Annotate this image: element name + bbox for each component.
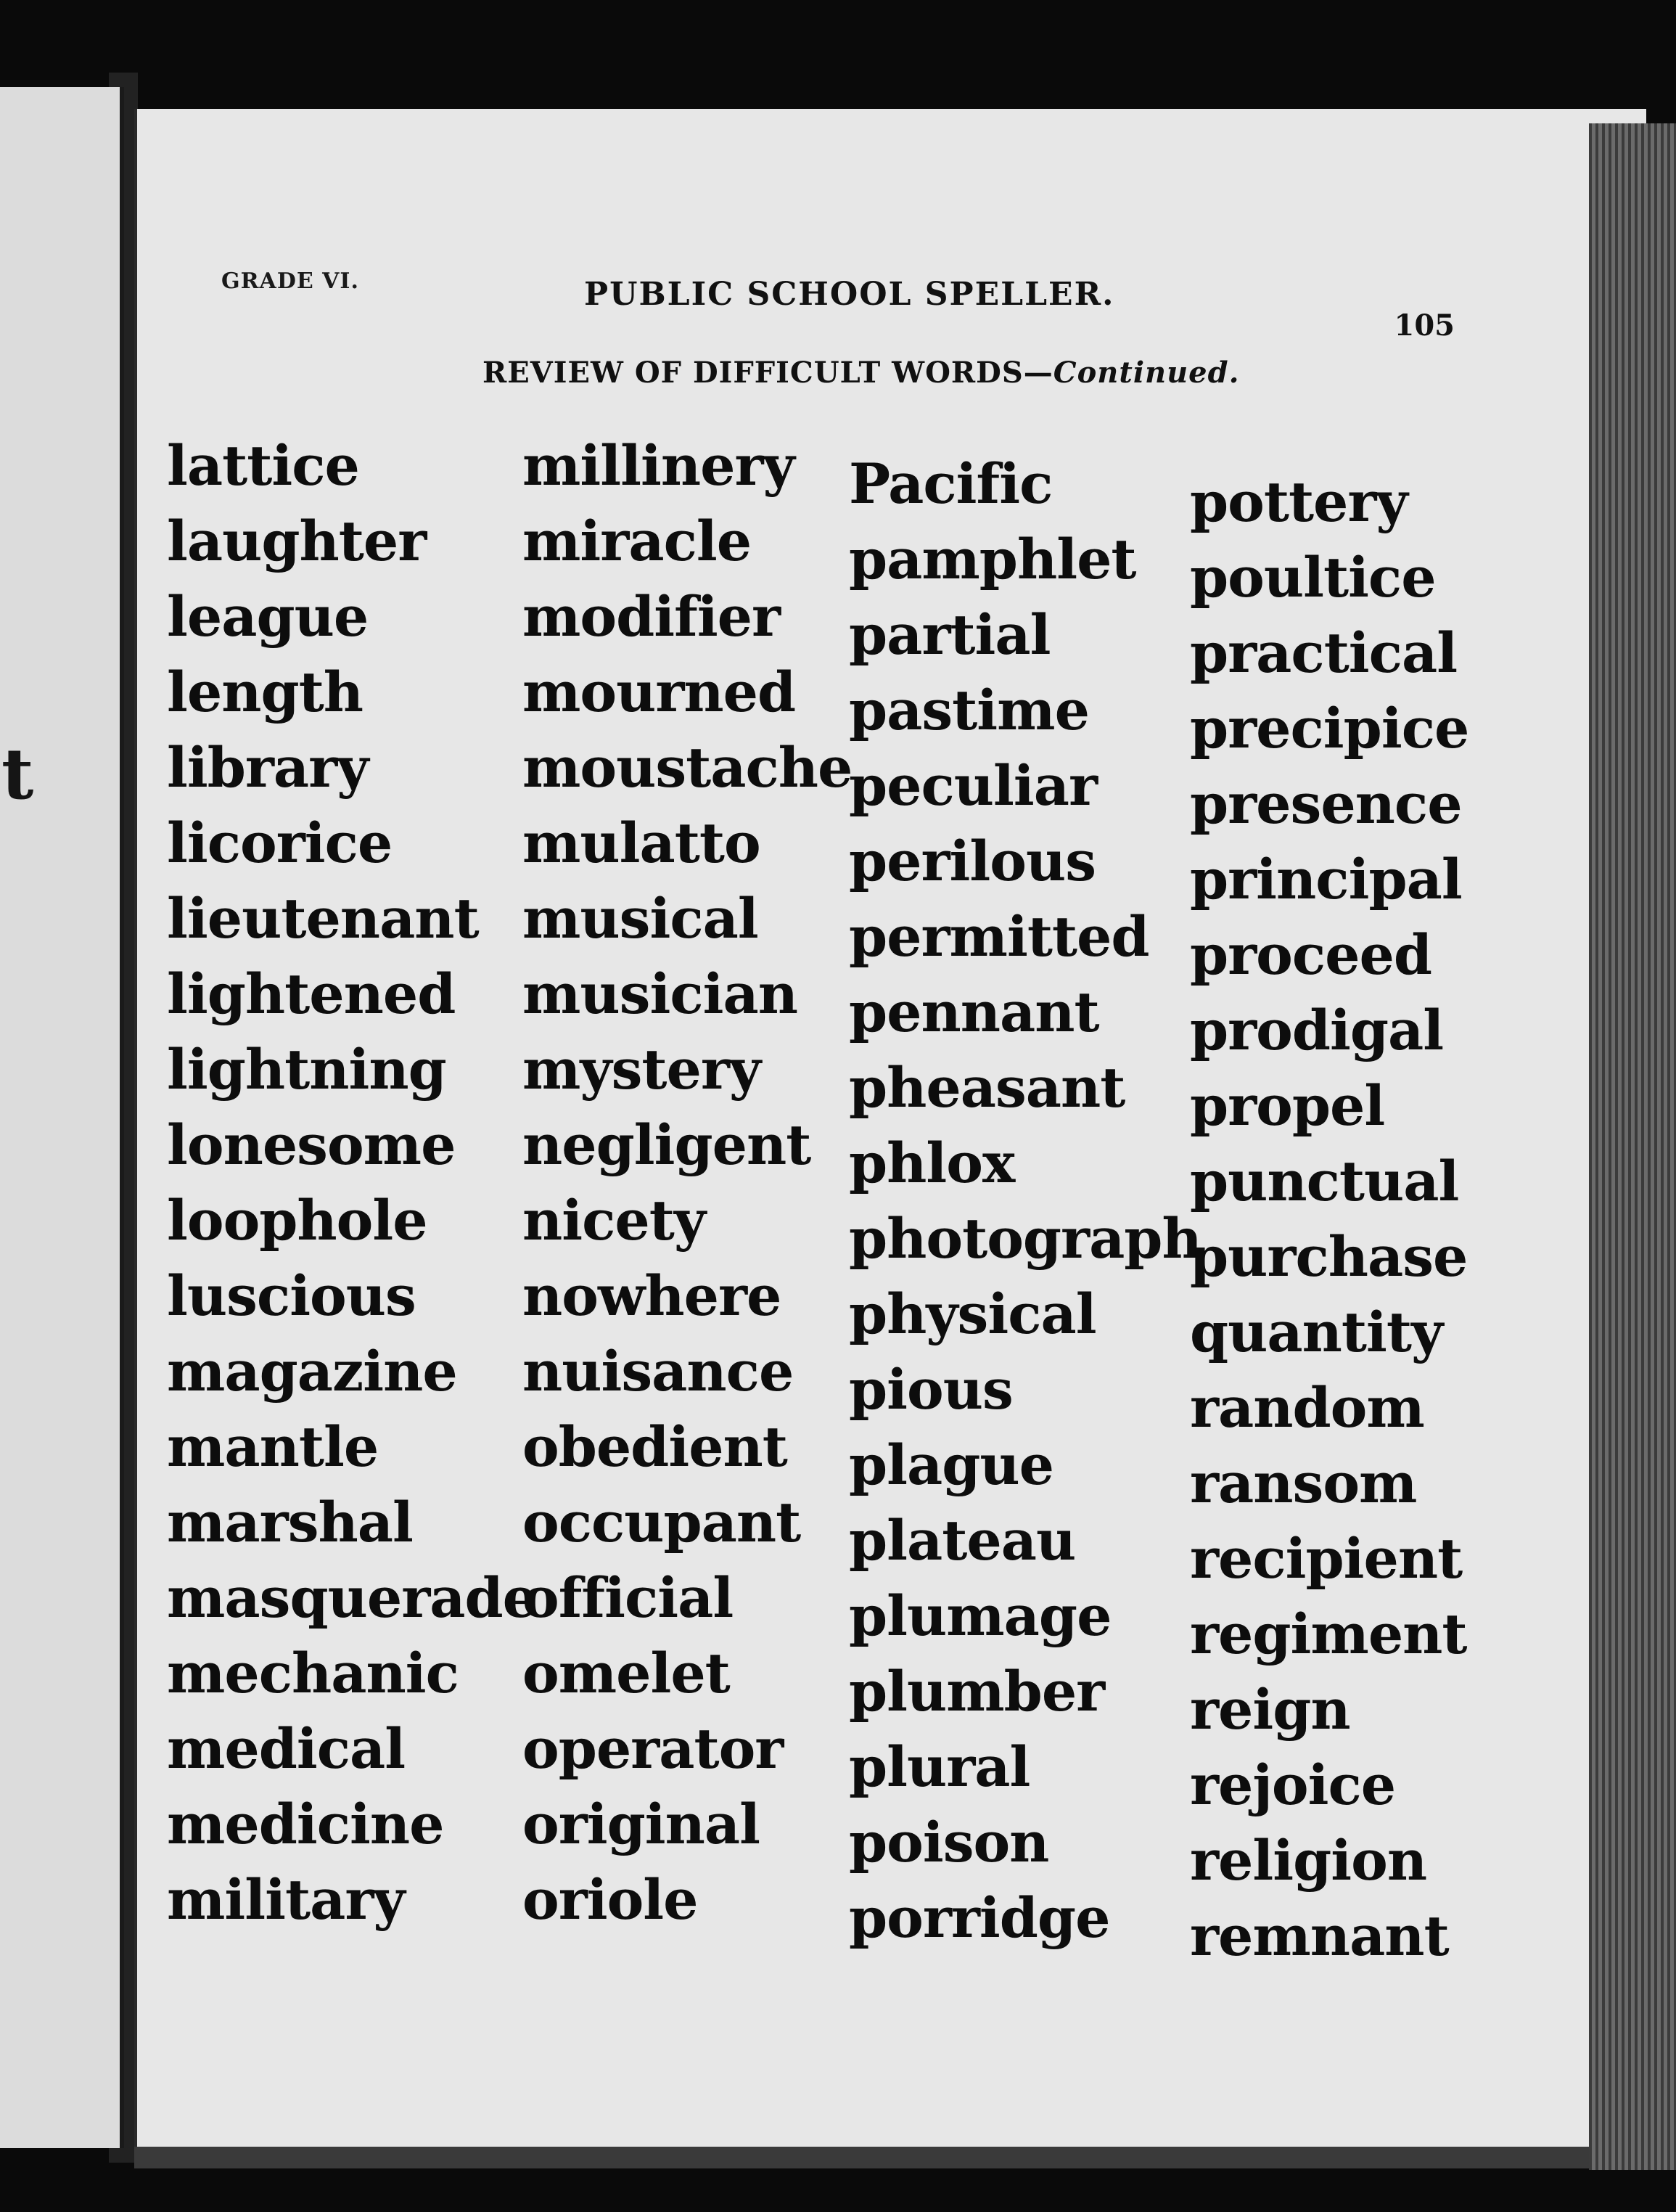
word: purchase <box>1190 1224 1468 1289</box>
word: plural <box>849 1734 1030 1799</box>
word: millinery <box>522 433 794 498</box>
word: photograph <box>849 1206 1201 1271</box>
word: library <box>167 735 369 800</box>
word: mulatto <box>522 811 760 875</box>
word-column-3 <box>849 446 1201 1956</box>
page-number: 105 <box>1394 308 1455 343</box>
word: pastime <box>849 678 1089 742</box>
word: pennant <box>849 980 1099 1044</box>
word: plateau <box>849 1508 1076 1573</box>
word: masquerade <box>167 1565 537 1630</box>
page-bottom-edge <box>134 2147 1589 2168</box>
word: precipice <box>1190 696 1469 761</box>
word: operator <box>522 1716 784 1781</box>
word: musical <box>522 886 758 951</box>
section-title <box>482 356 1240 390</box>
word-column-4 <box>1190 464 1468 1974</box>
word: poultice <box>1190 545 1436 610</box>
section-title-text: REVIEW OF DIFFICULT WORDS— <box>482 356 1053 390</box>
word: ransom <box>1190 1451 1417 1515</box>
word: rejoice <box>1190 1753 1396 1817</box>
word: plumber <box>849 1659 1105 1724</box>
word: pamphlet <box>849 527 1136 591</box>
word: official <box>522 1565 734 1630</box>
section-title-continued: Continued. <box>1053 356 1240 390</box>
word: poison <box>849 1810 1049 1875</box>
word: musician <box>522 962 797 1026</box>
word: partial <box>849 602 1051 667</box>
word-column-2 <box>522 428 852 1938</box>
word: plague <box>849 1433 1054 1497</box>
word: obedient <box>522 1414 787 1479</box>
word: lightened <box>167 962 456 1026</box>
word: loophole <box>167 1188 427 1253</box>
word: nuisance <box>522 1339 794 1404</box>
word: military <box>167 1867 405 1932</box>
word: reign <box>1190 1677 1350 1742</box>
word: regiment <box>1190 1602 1467 1666</box>
word: random <box>1190 1375 1424 1440</box>
word: proceed <box>1190 922 1431 987</box>
word: Pacific <box>849 451 1053 516</box>
word: laughter <box>167 509 427 573</box>
left-page <box>0 87 124 2148</box>
page-edges <box>1589 123 1676 2170</box>
word: nowhere <box>522 1263 781 1328</box>
word: pheasant <box>849 1055 1125 1120</box>
word: peculiar <box>849 753 1098 818</box>
word: league <box>167 584 369 649</box>
word: lieutenant <box>167 886 479 951</box>
word: length <box>167 660 363 724</box>
word: mantle <box>167 1414 379 1479</box>
word: occupant <box>522 1490 801 1554</box>
word: practical <box>1190 620 1458 685</box>
word: perilous <box>849 829 1096 893</box>
word: porridge <box>849 1885 1110 1950</box>
word: physical <box>849 1282 1096 1346</box>
left-page-fragment: t <box>1 733 34 815</box>
word: mechanic <box>167 1641 459 1705</box>
word: punctual <box>1190 1149 1459 1213</box>
word: propel <box>1190 1073 1385 1138</box>
word: recipient <box>1190 1526 1463 1591</box>
word: luscious <box>167 1263 416 1328</box>
word: prodigal <box>1190 998 1444 1062</box>
word: magazine <box>167 1339 457 1404</box>
page-header <box>221 261 1455 343</box>
word: oriole <box>522 1867 698 1932</box>
word: permitted <box>849 904 1149 969</box>
word: modifier <box>522 584 781 649</box>
word: moustache <box>522 735 853 800</box>
word: original <box>522 1792 760 1856</box>
word: plumage <box>849 1584 1112 1648</box>
word: remnant <box>1190 1904 1449 1968</box>
word: religion <box>1190 1828 1427 1893</box>
word: presence <box>1190 771 1462 836</box>
word: pottery <box>1190 470 1408 534</box>
word: omelet <box>522 1641 730 1705</box>
word: phlox <box>849 1131 1015 1195</box>
word: lattice <box>167 433 359 498</box>
word: lonesome <box>167 1113 456 1177</box>
word: miracle <box>522 509 752 573</box>
word: mystery <box>522 1037 761 1102</box>
word: marshal <box>167 1490 413 1554</box>
word: principal <box>1190 847 1462 912</box>
word: medical <box>167 1716 406 1781</box>
word: licorice <box>167 811 393 875</box>
running-title: PUBLIC SCHOOL SPELLER. <box>584 276 1115 313</box>
grade-label: GRADE VI. <box>221 269 359 294</box>
word: nicety <box>522 1188 706 1253</box>
word: mourned <box>522 660 796 724</box>
word: negligent <box>522 1113 811 1177</box>
word: quantity <box>1190 1300 1443 1364</box>
word-column-1 <box>167 428 537 1938</box>
word: medicine <box>167 1792 444 1856</box>
word: lightning <box>167 1037 446 1102</box>
word: pious <box>849 1357 1013 1422</box>
